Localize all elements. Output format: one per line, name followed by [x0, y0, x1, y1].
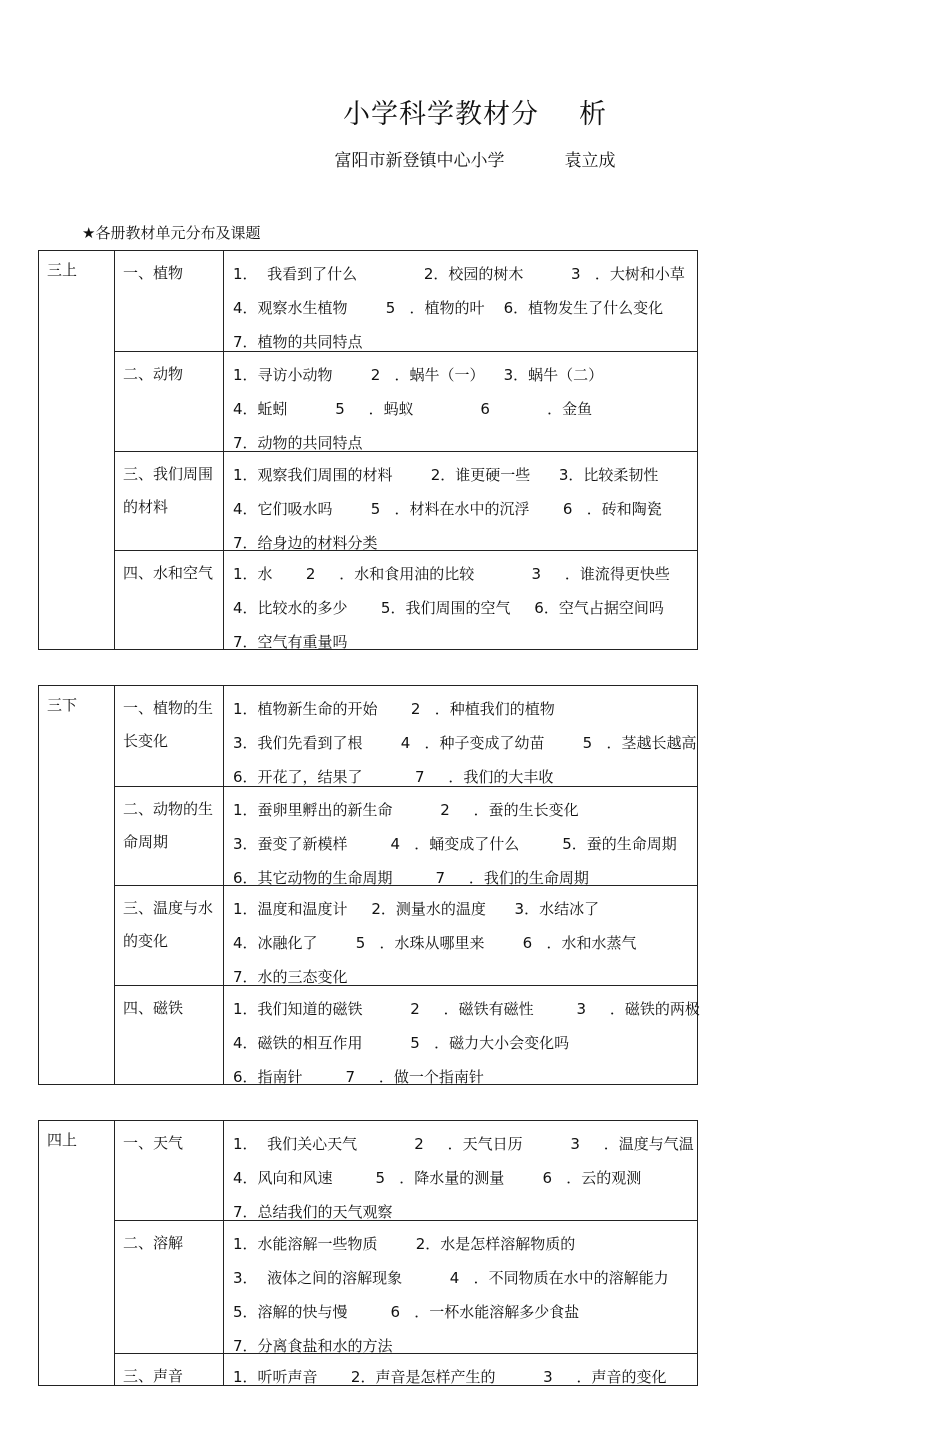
lesson-line: 4．比较水的多少 5．我们周围的空气 6．空气占据空间吗 — [233, 599, 664, 617]
unit-row — [115, 251, 697, 352]
unit-name: 二、动物 — [115, 352, 224, 451]
lesson-line: 7．总结我们的天气观察 — [233, 1203, 393, 1221]
lesson-list — [224, 886, 697, 994]
lesson-line: 4．风向和风速 5 ．降水量的测量 6 ．云的观测 — [233, 1169, 642, 1187]
lesson-line: 1．植物新生命的开始 2 ．种植我们的植物 — [233, 700, 555, 718]
lesson-line: 6．其它动物的生命周期 7 ．我们的生命周期 — [233, 869, 589, 887]
unit-name: 一、植物 — [115, 251, 224, 351]
grade-label: 四上 — [39, 1121, 115, 1385]
title-part-b: 析 — [579, 99, 607, 130]
lesson-line: 7．空气有重量吗 — [233, 633, 348, 651]
lesson-line: 7．植物的共同特点 — [233, 333, 363, 351]
lesson-line: 1．水 2 ．水和食用油的比较 3 ．谁流得更快些 — [233, 565, 670, 583]
lesson-line: 7．分离食盐和水的方法 — [233, 1337, 393, 1355]
school-name: 富阳市新登镇中心小学 — [334, 151, 505, 171]
lesson-line: 1．观察我们周围的材料 2．谁更硬一些 3．比较柔韧性 — [233, 466, 659, 484]
lesson-line: 1．水能溶解一些物质 2．水是怎样溶解物质的 — [233, 1235, 576, 1253]
unit-row — [115, 886, 697, 986]
unit-name: 四、水和空气 — [115, 551, 224, 649]
lesson-line: 6．指南针 7 ．做一个指南针 — [233, 1068, 484, 1086]
lesson-line: 1． 我们关心天气 2 ．天气日历 3 ．温度与气温 — [233, 1135, 694, 1153]
unit-name: 一、植物的生长变化 — [115, 686, 224, 786]
lesson-list — [224, 1221, 697, 1363]
grade-table-3b — [38, 685, 698, 1085]
unit-name: 三、我们周围的材料 — [115, 452, 224, 550]
lesson-line: 3． 液体之间的溶解现象 4 ．不同物质在水中的溶解能力 — [233, 1269, 669, 1287]
lesson-line: 1．蚕卵里孵出的新生命 2 ．蚕的生长变化 — [233, 801, 579, 819]
grade-table-4a — [38, 1120, 698, 1386]
lesson-line: 5．溶解的快与慢 6 ．一杯水能溶解多少食盐 — [233, 1303, 580, 1321]
lesson-list — [224, 686, 697, 794]
document-title — [0, 92, 950, 131]
lesson-line: 6．开花了，结果了 7 ．我们的大丰收 — [233, 768, 554, 786]
lesson-line: 4．冰融化了 5 ．水珠从哪里来 6 ．水和水蒸气 — [233, 934, 637, 952]
unit-name: 二、动物的生命周期 — [115, 787, 224, 885]
lesson-list — [224, 452, 697, 560]
unit-row — [115, 1121, 697, 1221]
unit-row — [115, 686, 697, 787]
lesson-line: 7．给身边的材料分类 — [233, 534, 378, 552]
lesson-line: 4．观察水生植物 5 ．植物的叶 6．植物发生了什么变化 — [233, 299, 664, 317]
lesson-line: 3．蚕变了新模样 4 ．蛹变成了什么 5．蚕的生命周期 — [233, 835, 677, 853]
lesson-list — [224, 1121, 697, 1229]
lesson-line: 1．听听声音 2．声音是怎样产生的 3 ．声音的变化 — [233, 1368, 667, 1386]
lesson-list — [224, 251, 697, 359]
lesson-list — [224, 551, 697, 659]
lesson-line: 4．磁铁的相互作用 5 ．磁力大小会变化吗 — [233, 1034, 570, 1052]
lesson-line: 1．我们知道的磁铁 2 ．磁铁有磁性 3 ．磁铁的两极 — [233, 1000, 700, 1018]
section-heading: ★各册教材单元分布及课题 — [82, 224, 261, 242]
author-name: 袁立成 — [564, 151, 616, 171]
unit-row — [115, 986, 700, 1086]
lesson-line: 3．我们先看到了根 4 ．种子变成了幼苗 5 ．茎越长越高 — [233, 734, 697, 752]
lesson-list — [224, 986, 700, 1094]
unit-row — [115, 352, 697, 452]
lesson-list — [224, 1354, 697, 1394]
unit-name: 二、溶解 — [115, 1221, 224, 1353]
unit-name: 三、温度与水的变化 — [115, 886, 224, 985]
unit-row — [115, 452, 697, 551]
unit-row — [115, 1221, 697, 1354]
grade-label: 三上 — [39, 251, 115, 649]
lesson-line: 1． 我看到了什么 2．校园的树木 3 ．大树和小草 — [233, 265, 685, 283]
lesson-line: 7．动物的共同特点 — [233, 434, 363, 452]
document-byline — [0, 146, 950, 171]
unit-name: 一、天气 — [115, 1121, 224, 1220]
lesson-line: 4．它们吸水吗 5 ．材料在水中的沉浮 6 ．砖和陶瓷 — [233, 500, 662, 518]
lesson-line: 1．温度和温度计 2．测量水的温度 3．水结冰了 — [233, 900, 600, 918]
unit-name: 四、磁铁 — [115, 986, 224, 1084]
lesson-list — [224, 787, 697, 895]
grade-label: 三下 — [39, 686, 115, 1084]
unit-name: 三、声音 — [115, 1354, 224, 1385]
lesson-line: 1．寻访小动物 2 ．蜗牛（一） 3．蜗牛（二） — [233, 366, 604, 384]
lesson-list — [224, 352, 697, 460]
unit-row — [115, 1354, 697, 1385]
title-part-a: 小学科学教材分 — [343, 99, 539, 130]
lesson-line: 4．蚯蚓 5 ．蚂蚁 6 ．金鱼 — [233, 400, 593, 418]
unit-row — [115, 551, 697, 649]
unit-row — [115, 787, 697, 886]
lesson-line: 7．水的三态变化 — [233, 968, 348, 986]
grade-table-3a — [38, 250, 698, 650]
